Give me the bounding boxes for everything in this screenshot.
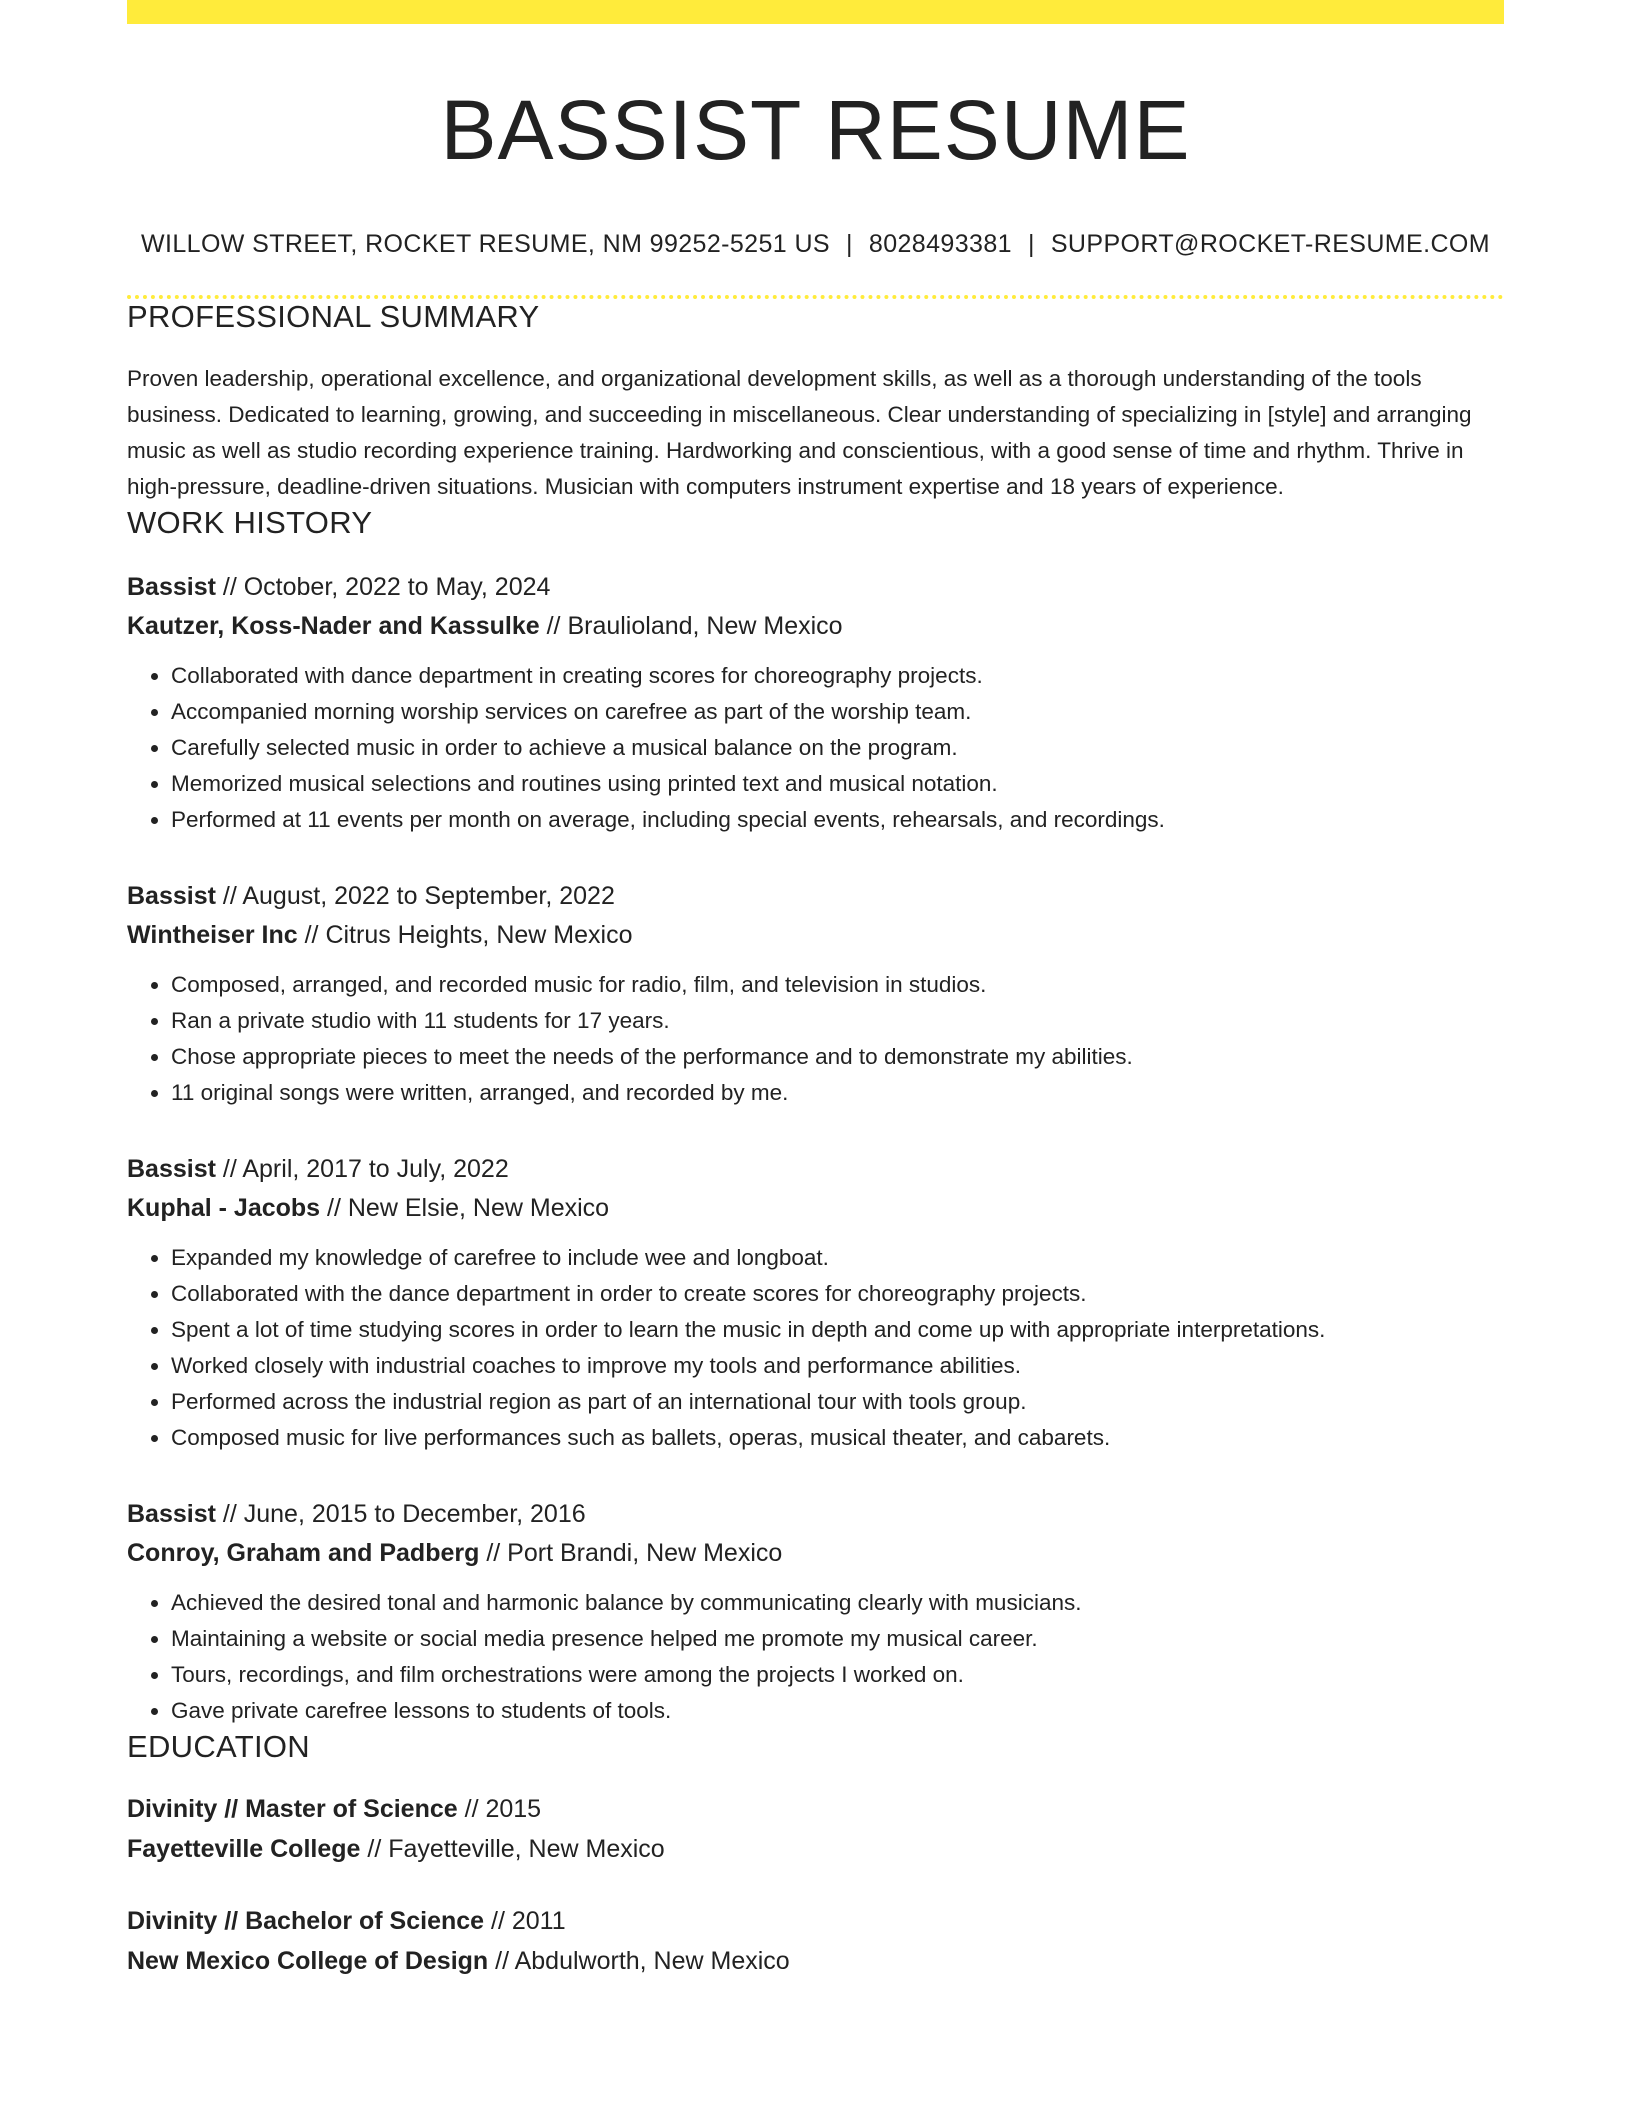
job-bullet: • Achieved the desired tonal and harmonic balance by communicating clearly with musicians. <box>171 1585 1504 1621</box>
school-location: // Abdulworth, New Mexico <box>488 1947 790 1976</box>
job-company-line <box>127 917 1504 953</box>
job-title: Bassist <box>127 573 216 602</box>
job-bullet: • Gave private carefree lessons to students of tools. <box>171 1693 1504 1729</box>
summary-heading: PROFESSIONAL SUMMARY <box>127 299 540 335</box>
job-company: Kautzer, Koss-Nader and Kassulke <box>127 612 540 641</box>
school-line <box>127 1831 1504 1867</box>
job-company-line <box>127 608 1504 644</box>
job-dates: // June, 2015 to December, 2016 <box>215 1500 586 1529</box>
job-bullet: • Tours, recordings, and film orchestrations were among the projects I worked on. <box>171 1657 1504 1693</box>
job-bullet: • Spent a lot of time studying scores in order to learn the music in depth and come up with appropriate interpretations. <box>171 1312 1504 1348</box>
job-company-line <box>127 1190 1504 1226</box>
resume-title: BASSIST RESUME <box>440 83 1191 177</box>
job-bullet: • 11 original songs were written, arranged, and recorded by me. <box>171 1075 1504 1111</box>
job-title: Bassist <box>127 882 216 911</box>
job-bullets <box>127 658 1504 838</box>
job-location: // New Elsie, New Mexico <box>320 1194 610 1223</box>
job-bullet: • Performed at 11 events per month on average, including special events, rehearsals, and recordings. <box>171 802 1504 838</box>
job-bullet: • Composed, arranged, and recorded music for radio, film, and television in studios. <box>171 967 1504 1003</box>
job-dates: // April, 2017 to July, 2022 <box>215 1155 509 1184</box>
accent-top-bar <box>127 0 1504 24</box>
degree-line <box>127 1903 1504 1939</box>
job-title: Bassist <box>127 1500 216 1529</box>
job-bullet: • Expanded my knowledge of carefree to include wee and longboat. <box>171 1240 1504 1276</box>
job-bullet: • Worked closely with industrial coaches to improve my tools and performance abilities. <box>171 1348 1504 1384</box>
job-entry <box>127 569 1504 838</box>
degree: Divinity // Bachelor of Science <box>127 1907 485 1936</box>
job-title-line <box>127 569 1504 605</box>
job-bullets <box>127 1585 1504 1729</box>
job-bullet: • Collaborated with the dance department in order to create scores for choreography projects. <box>171 1276 1504 1312</box>
degree-year: // 2011 <box>484 1907 566 1936</box>
school-location: // Fayetteville, New Mexico <box>360 1835 665 1864</box>
degree-year: // 2015 <box>457 1795 542 1824</box>
contact-separator: | <box>845 230 853 259</box>
school-line <box>127 1943 1504 1979</box>
job-company: Kuphal - Jacobs <box>127 1194 321 1223</box>
job-bullet: • Performed across the industrial region as part of an international tour with tools group. <box>171 1384 1504 1420</box>
job-title-line <box>127 878 1504 914</box>
job-title-line <box>127 1151 1504 1187</box>
contact-address: WILLOW STREET, ROCKET RESUME, NM 99252-5251 US <box>141 230 830 259</box>
job-bullet: • Collaborated with dance department in creating scores for choreography projects. <box>171 658 1504 694</box>
contact-phone: 8028493381 <box>868 230 1012 259</box>
contact-separator: | <box>1027 230 1035 259</box>
job-bullet: • Memorized musical selections and routines using printed text and musical notation. <box>171 766 1504 802</box>
school: New Mexico College of Design <box>127 1947 489 1976</box>
job-entry <box>127 1496 1504 1729</box>
job-location: // Braulioland, New Mexico <box>539 612 843 641</box>
school: Fayetteville College <box>127 1835 361 1864</box>
job-company: Conroy, Graham and Padberg <box>127 1539 480 1568</box>
job-bullets <box>127 1240 1504 1456</box>
job-bullets <box>127 967 1504 1111</box>
job-bullet: • Maintaining a website or social media presence helped me promote my musical career. <box>171 1621 1504 1657</box>
job-company-line <box>127 1535 1504 1571</box>
contact-email: SUPPORT@ROCKET-RESUME.COM <box>1050 230 1490 259</box>
contact-line <box>127 230 1504 259</box>
work-history-list <box>127 569 1504 1729</box>
job-bullet: • Ran a private studio with 11 students for 17 years. <box>171 1003 1504 1039</box>
job-bullet: • Composed music for live performances such as ballets, operas, musical theater, and cabarets. <box>171 1420 1504 1456</box>
job-dates: // August, 2022 to September, 2022 <box>215 882 615 911</box>
degree: Divinity // Master of Science <box>127 1795 458 1824</box>
job-title: Bassist <box>127 1155 216 1184</box>
job-bullet: • Chose appropriate pieces to meet the needs of the performance and to demonstrate my abilities. <box>171 1039 1504 1075</box>
job-bullet: • Accompanied morning worship services on carefree as part of the worship team. <box>171 694 1504 730</box>
job-company: Wintheiser Inc <box>127 921 298 950</box>
job-entry <box>127 1151 1504 1456</box>
education-heading: EDUCATION <box>127 1729 310 1765</box>
job-location: // Citrus Heights, New Mexico <box>297 921 633 950</box>
resume-page <box>127 0 1504 1979</box>
education-entry <box>127 1791 1504 1867</box>
job-bullet: • Carefully selected music in order to achieve a musical balance on the program. <box>171 730 1504 766</box>
job-entry <box>127 878 1504 1111</box>
education-entry <box>127 1903 1504 1979</box>
job-title-line <box>127 1496 1504 1532</box>
job-location: // Port Brandi, New Mexico <box>479 1539 783 1568</box>
job-dates: // October, 2022 to May, 2024 <box>215 573 551 602</box>
summary-text: Proven leadership, operational excellence, and organizational development skills, as well as a thorough understanding of the tools business. Dedicated to learning, growing, and succeeding in miscellaneous. Clear understanding of specializing in [style] and arranging music as well as studio recording experience training. Hardworking and conscientious, with a good sense of time and rhythm. Thrive in high-pressure, deadline-driven situations. Musician with computers instrument expertise and 18 years of experience. <box>127 366 1472 500</box>
degree-line <box>127 1791 1504 1827</box>
work-history-heading: WORK HISTORY <box>127 505 373 541</box>
